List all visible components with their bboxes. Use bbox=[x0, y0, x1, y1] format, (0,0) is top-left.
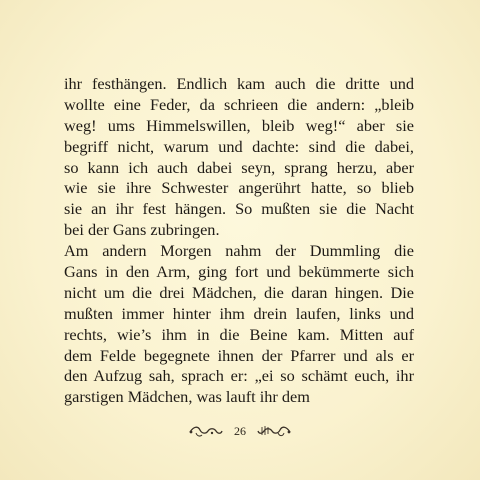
text-line: wollte eine Feder, da schrieen die andern: „bleib bbox=[64, 94, 414, 114]
text-line: wie sie ihre Schwester angerührt hatte, so blieb bbox=[64, 178, 414, 198]
page-number: 26 bbox=[234, 423, 246, 438]
text-line: garstigen Mädchen, was lauft ihr dem bbox=[64, 387, 310, 407]
text-line: weg! ums Himmelswillen, bleib weg!“ aber sie bbox=[64, 115, 414, 135]
text-line: sie an ihr fest hängen. So mußten sie die Nacht bbox=[64, 199, 414, 219]
text-line: Am andern Morgen nahm der Dummling die bbox=[64, 241, 414, 261]
page-footer bbox=[0, 419, 480, 443]
text-line: so kann ich auch dabei seyn, sprang herzu, aber bbox=[64, 157, 414, 177]
paragraph-1 bbox=[64, 74, 414, 241]
text-line: Gans in den Arm, ging fort und bekümmerte sich bbox=[64, 262, 414, 282]
text-line: begriff nicht, warum und dachte: sind die dabei, bbox=[64, 136, 414, 156]
text-line: rechts, wie’s ihm in die Beine kam. Mitten auf bbox=[64, 324, 414, 344]
paragraph-2 bbox=[64, 241, 414, 408]
text-line: mußten immer hinter ihm drein laufen, links und bbox=[64, 303, 414, 323]
book-page-text bbox=[64, 74, 414, 408]
text-line: nicht um die drei Mädchen, die daran hingen. Die bbox=[64, 282, 414, 302]
flourish-ornament-icon bbox=[188, 422, 224, 440]
flourish-ornament-icon bbox=[256, 422, 292, 440]
text-line: bei der Gans zubringen. bbox=[64, 220, 220, 240]
text-line: dem Felde begegnete ihnen der Pfarrer und als er bbox=[64, 345, 414, 365]
text-line: ihr festhängen. Endlich kam auch die dritte und bbox=[64, 74, 414, 93]
text-line: den Aufzug sah, sprach er: „ei so schämt euch, ihr bbox=[64, 366, 414, 386]
